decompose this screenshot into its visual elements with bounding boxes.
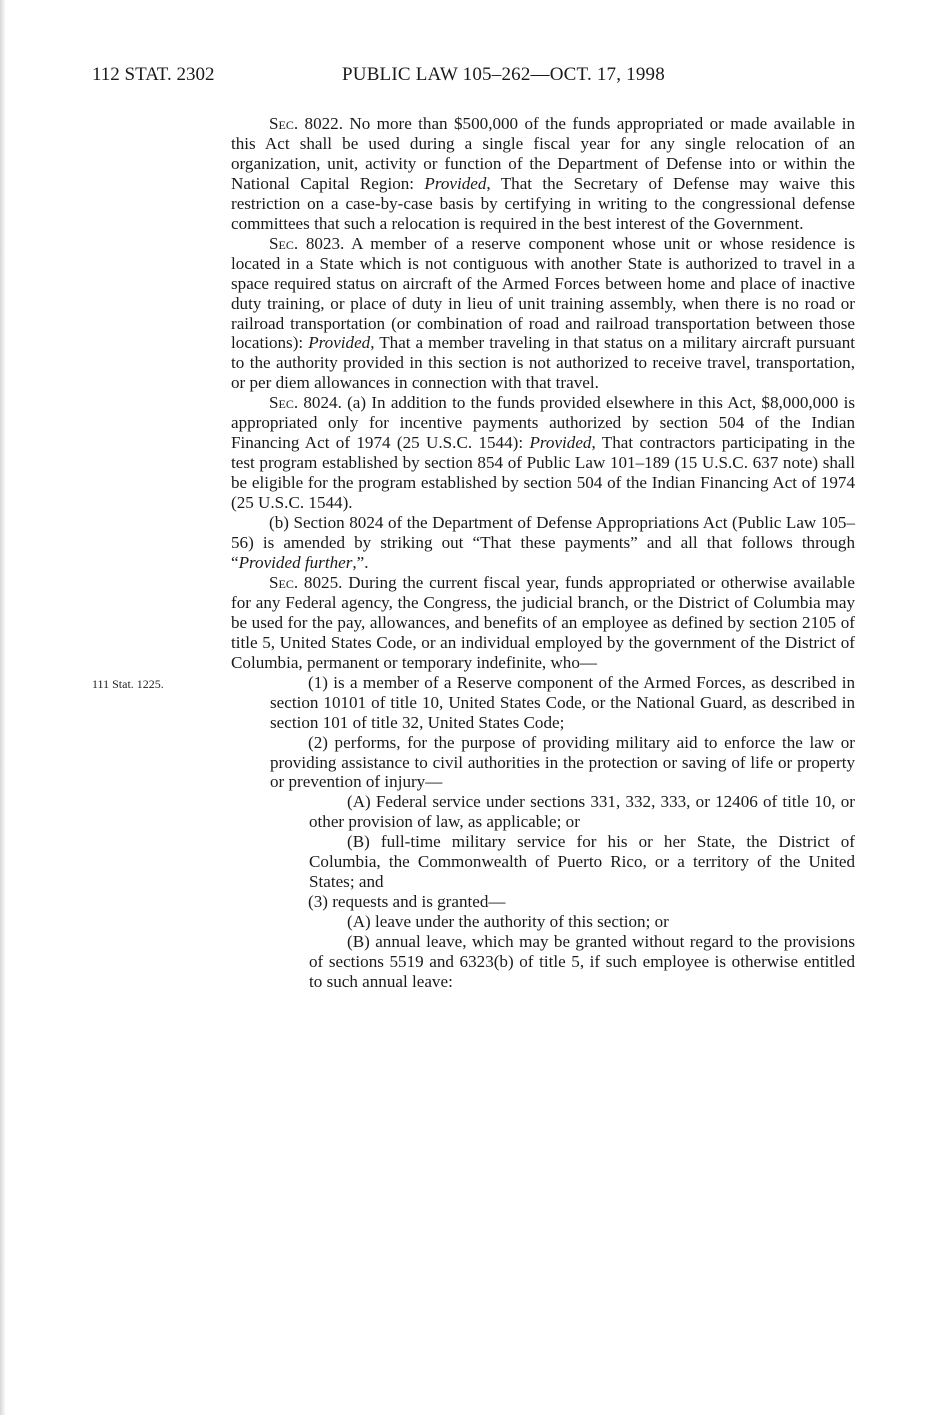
subparagraph-2B: (B) full-time military service for his or her State, the District of Columbia, the Commonwealth of Puerto Rico, or a territory of the United States; and (309, 832, 855, 892)
subparagraph-2A: (A) Federal service under sections 331, 332, 333, or 12406 of title 10, or other provision of law, as applicable; or (309, 792, 855, 832)
section-label: Sec. (269, 393, 299, 413)
section-8025: Sec. 8025. During the current fiscal year, funds appropriated or otherwise available for any Federal agency, the Congress, the judicial branch, or the District of Columbia may be used for the pay, allowances, and benefits of an employee as defined by section 2105 of title 5, United States Code, or an individual employed by the government of the District of Columbia, permanent or temporary indefinite, who— (231, 572, 855, 672)
provided-italic: Provided (308, 333, 371, 353)
statute-body (231, 114, 855, 992)
paragraph-3: (3) requests and is granted— (308, 892, 506, 912)
provided-italic: Provided (424, 173, 487, 193)
running-title: PUBLIC LAW 105–262—OCT. 17, 1998 (342, 64, 665, 85)
section-label: Sec. (269, 233, 299, 253)
section-8024-b: (b) Section 8024 of the Department of Defense Appropriations Act (Public Law 105–56) is amended by striking out “That these payments” and all that follows through “Provided further,”. (231, 513, 855, 572)
paragraph-1: (1) is a member of a Reserve component of the Armed Forces, as described in section 10101 of title 10, United States Code, or the National Guard, as described in section 101 of title 32, United States Code; (270, 672, 855, 732)
section-label: Sec. (269, 114, 299, 133)
section-8024-a: Sec. 8024. (a) In addition to the funds provided elsewhere in this Act, $8,000,000 is appropriated only for incentive payments authorized by section 504 of the Indian Financing Act of 1974 (25 U.S.C. 1544): Provided, That contractors participating in the test program established by section 854 of Public Law 101–189 (15 U.S.C. 637 note) shall be eligible for the program established by section 504 of the Indian Financing Act of 1974 (25 U.S.C. 1544). (231, 393, 855, 513)
section-label: Sec. (269, 572, 299, 592)
subparagraph-3A: (A) leave under the authority of this section; or (347, 912, 669, 932)
subparagraph-3B: (B) annual leave, which may be granted without regard to the provisions of sections 5519 and 6323(b) of title 5, if such employee is otherwise entitled to such annual leave: (309, 932, 855, 991)
running-header (0, 64, 949, 94)
section-8023: Sec. 8023. A member of a reserve component whose unit or whose residence is located in a State which is not contiguous with another State is authorized to travel in a space required status on aircraft of the Armed Forces between home and place of inactive duty training, or place of duty in lieu of unit training assembly, when there is no road or railroad transportation (or combination of road and railroad transportation between those locations): Provided, That a member traveling in that status on a military aircraft pursuant to the authority provided in this section is not authorized to receive travel, transportation, or per diem allowances in connection with that travel. (231, 233, 855, 393)
page-edge-shadow (0, 0, 6, 1415)
provided-further-italic: Provided further (238, 552, 353, 572)
provided-italic: Provided (529, 433, 592, 453)
paragraph-2: (2) performs, for the purpose of providing military aid to enforce the law or providing assistance to civil authorities in the protection or saving of life or property or prevention of injury— (270, 732, 855, 792)
section-8022: Sec. 8022. No more than $500,000 of the funds appropriated or made available in this Act shall be used during a single fiscal year for any single relocation of an organization, unit, activity or function of the Department of Defense into or within the National Capital Region: Provided, That the Secretary of Defense may waive this restriction on a case-by-case basis by certifying in writing to the congressional defense committees that such a relocation is required in the best interest of the Government. (231, 114, 855, 233)
margin-citation: 111 Stat. 1225. (92, 677, 164, 691)
page-reference: 112 STAT. 2302 (92, 64, 215, 85)
